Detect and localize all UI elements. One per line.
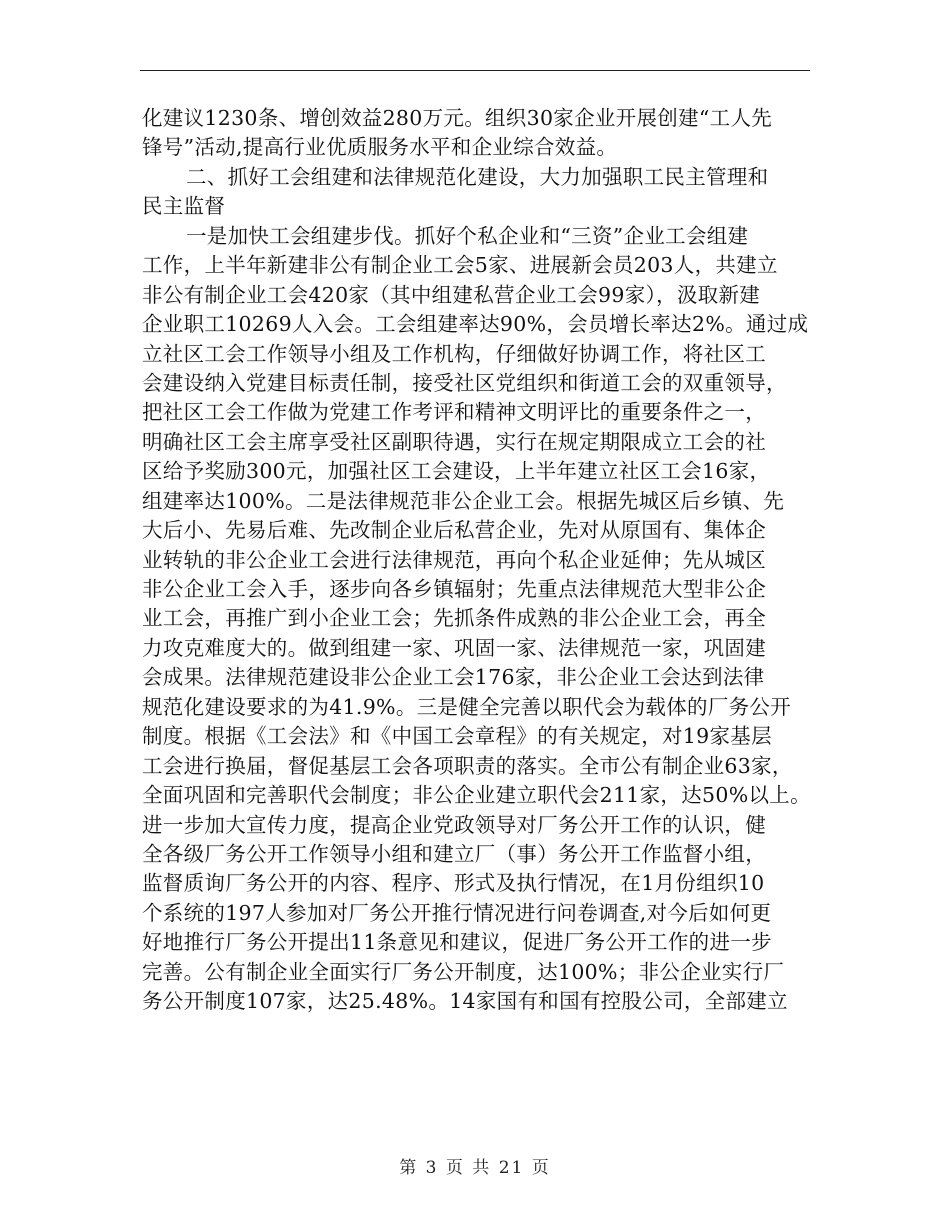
text-line: 个系统的197人参加对厂务公开推行情况进行问卷调查,对今后如何更 [142, 900, 772, 925]
page-number-footer: 第 3 页 共 21 页 [399, 1158, 551, 1178]
text-line: 锋号”活动,提高行业优质服务水平和企业综合效益。 [142, 135, 618, 160]
paragraph-start: 一是加快工会组建步伐。抓好个私企业和“三资”企业工会组建 [186, 223, 749, 248]
text-line: 会建设纳入党建目标责任制，接受社区党组织和街道工会的双重领导， [142, 370, 787, 395]
text-line: 非公企业工会入手，逐步向各乡镇辐射；先重点法律规范大型非公企 [142, 577, 766, 601]
text-line: 业转轨的非公企业工会进行法律规范，再向个私企业延伸；先从城区 [142, 547, 766, 572]
text-line: 非公有制企业工会420家（其中组建私营企业工会99家），汲取新建 [142, 282, 761, 307]
text-line: 化建议1230条、增创效益280万元。组织30家企业开展创建“工人先 [142, 106, 773, 130]
text-line: 全面巩固和完善职代会制度；非公企业建立职代会211家，达50%以上。 [142, 783, 811, 808]
text-line: 区给予奖励300元，加强社区工会建设，上半年建立社区工会16家， [142, 459, 771, 484]
text-line: 好地推行厂务公开提出11条意见和建议，促进厂务公开工作的进一步 [142, 930, 772, 955]
text-line: 会成果。法律规范建设非公企业工会176家，非公企业工会达到法律 [142, 665, 765, 690]
text-line: 大后小、先易后难、先改制企业后私营企业，先对从原国有、集体企 [142, 518, 766, 543]
text-line: 工会进行换届，督促基层工会各项职责的落实。全市公有制企业63家， [142, 753, 793, 778]
section-heading: 二、抓好工会组建和法律规范化建设，大力加强职工民主管理和 [186, 164, 769, 189]
text-line: 力攻克难度大的。做到组建一家、巩固一家、法律规范一家，巩固建 [142, 635, 766, 660]
text-line: 规范化建设要求的为41.9%。三是健全完善以职代会为载体的厂务公开 [142, 694, 792, 719]
text-line: 进一步加大宣传力度，提高企业党政领导对厂务公开工作的认识，健 [142, 812, 766, 837]
text-line: 企业职工10269人入会。工会组建率达90%，会员增长率达2%。通过成 [142, 312, 809, 337]
text-line: 完善。公有制企业全面实行厂务公开制度，达100%；非公企业实行厂 [142, 959, 785, 984]
text-line: 监督质询厂务公开的内容、程序、形式及执行情况，在1月份组织10 [142, 871, 765, 896]
text-line: 明确社区工会主席享受社区副职待遇，实行在规定期限成立工会的社 [142, 429, 766, 454]
section-heading-continued: 民主监督 [142, 194, 226, 219]
text-line: 组建率达100%。二是法律规范非公企业工会。根据先城区后乡镇、先 [142, 488, 785, 513]
text-line: 把社区工会工作做为党建工作考评和精神文明评比的重要条件之一， [142, 400, 766, 425]
document-body [142, 104, 842, 1017]
text-line: 全各级厂务公开工作领导小组和建立厂（事）务公开工作监督小组， [142, 841, 766, 866]
text-line: 业工会，再推广到小企业工会；先抓条件成熟的非公企业工会，再全 [142, 606, 766, 631]
text-line: 制度。根据《工会法》和《中国工会章程》的有关规定，对19家基层 [142, 724, 772, 749]
text-line: 立社区工会工作领导小组及工作机构，仔细做好协调工作，将社区工 [142, 341, 766, 366]
text-line: 工作，上半年新建非公有制企业工会5家、进展新会员203人，共建立 [142, 253, 778, 278]
header-rule [140, 70, 810, 71]
text-line: 务公开制度107家，达25.48%。14家国有和国有控股公司，全部建立 [142, 989, 788, 1014]
